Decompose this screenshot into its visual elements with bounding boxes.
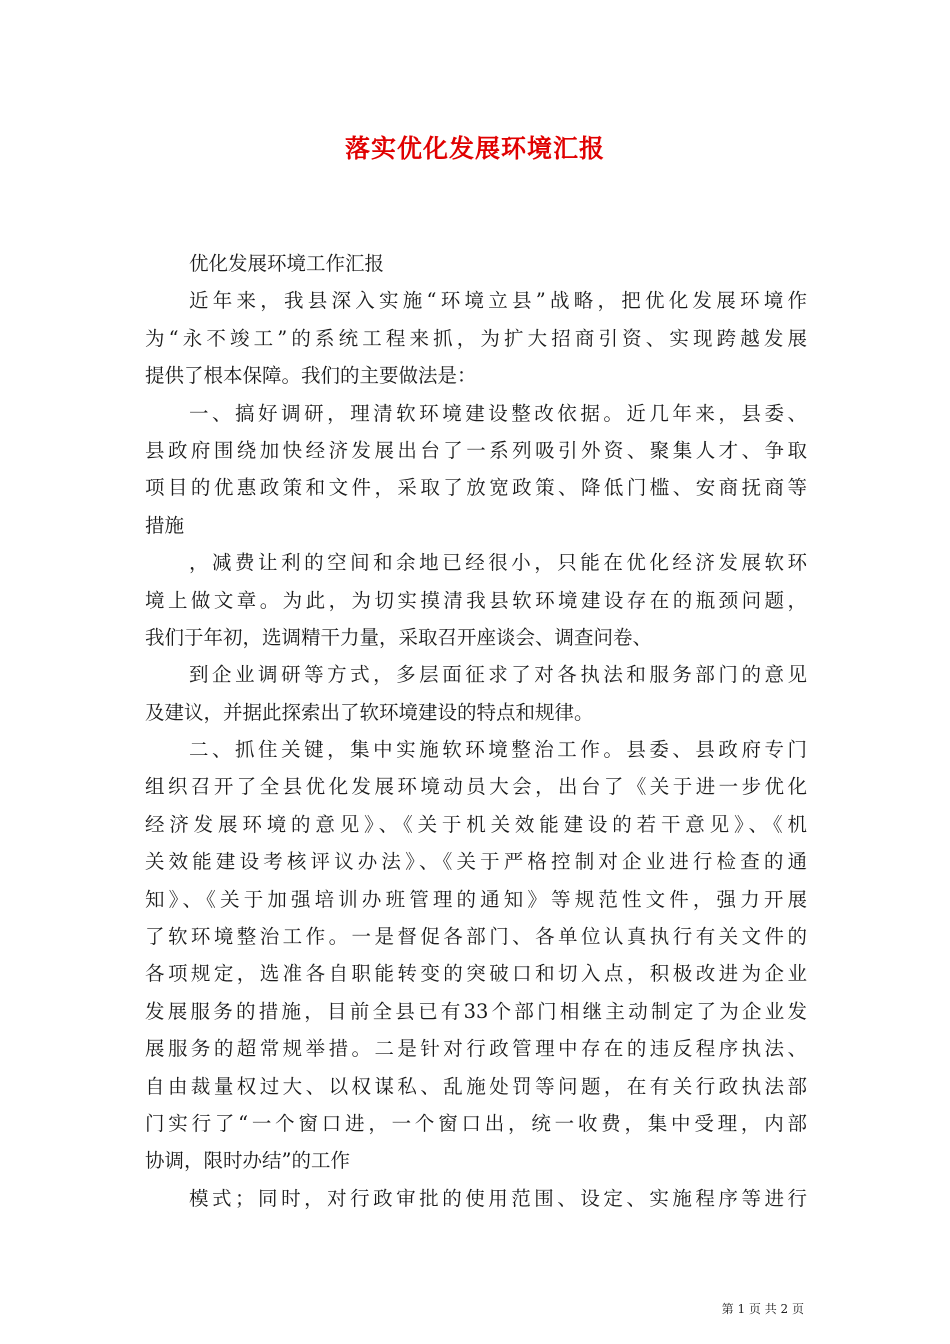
paragraph-line: 优化发展环境工作汇报	[189, 252, 385, 275]
paragraph-line: 协调，限时办结”的工作	[145, 1149, 350, 1173]
paragraph-line: 为“永不竣工”的系统工程来抓，为扩大招商引资、实现跨越发展	[145, 326, 807, 350]
paragraph-line: 模式；同时，对行政审批的使用范围、设定、实施程序等进行	[189, 1186, 807, 1210]
paragraph-line: 一、搞好调研，理清软环境建设整改依据。近几年来，县委、	[189, 401, 807, 425]
paragraph-line: 措施	[145, 513, 185, 537]
paragraph-line: 发展服务的措施，目前全县已有33个部门相继主动制定了为企业发	[145, 999, 807, 1023]
paragraph-line: 境上做文章。为此，为切实摸清我县软环境建设存在的瓶颈问题，	[145, 588, 807, 612]
paragraph-line: 关效能建设考核评议办法》、《关于严格控制对企业进行检查的通	[145, 850, 807, 874]
paragraph-line: 我们于年初，选调精干力量，采取召开座谈会、调查问卷、	[145, 625, 653, 649]
document-body	[145, 245, 807, 1217]
paragraph-line: 组织召开了全县优化发展环境动员大会，出台了《关于进一步优化	[145, 775, 807, 799]
paragraph-line: 了软环境整治工作。一是督促各部门、各单位认真执行有关文件的	[145, 925, 807, 949]
paragraph-line: 知》、《关于加强培训办班管理的通知》等规范性文件，强力开展	[145, 887, 807, 911]
paragraph-line: ，减费让利的空间和余地已经很小，只能在优化经济发展软环	[189, 551, 807, 575]
paragraph-line: 到企业调研等方式，多层面征求了对各执法和服务部门的意见	[189, 663, 807, 687]
paragraph-line: 近年来，我县深入实施“环境立县”战略，把优化发展环境作	[189, 289, 807, 313]
paragraph-line: 各项规定，选准各自职能转变的突破口和切入点，积极改进为企业	[145, 962, 807, 986]
paragraph-line: 经济发展环境的意见》、《关于机关效能建设的若干意见》、《机	[145, 812, 807, 836]
paragraph-line: 门实行了“一个窗口进，一个窗口出，统一收费，集中受理，内部	[145, 1111, 807, 1135]
paragraph-line: 县政府围绕加快经济发展出台了一系列吸引外资、聚集人才、争取	[145, 438, 807, 462]
paragraph-line: 项目的优惠政策和文件，采取了放宽政策、降低门槛、安商抚商等	[145, 476, 807, 500]
paragraph-line: 自由裁量权过大、以权谋私、乱施处罚等问题，在有关行政执法部	[145, 1074, 807, 1098]
paragraph-line: 提供了根本保障。我们的主要做法是：	[145, 364, 477, 388]
paragraph-line: 展服务的超常规举措。二是针对行政管理中存在的违反程序执法、	[145, 1037, 807, 1061]
page-number-footer: 第 1 页 共 2 页	[721, 1302, 804, 1316]
paragraph-line: 及建议，并据此探索出了软环境建设的特点和规律。	[145, 700, 594, 724]
paragraph-line: 二、抓住关键，集中实施软环境整治工作。县委、县政府专门	[189, 738, 807, 762]
document-title: 落实优化发展环境汇报	[344, 134, 605, 163]
